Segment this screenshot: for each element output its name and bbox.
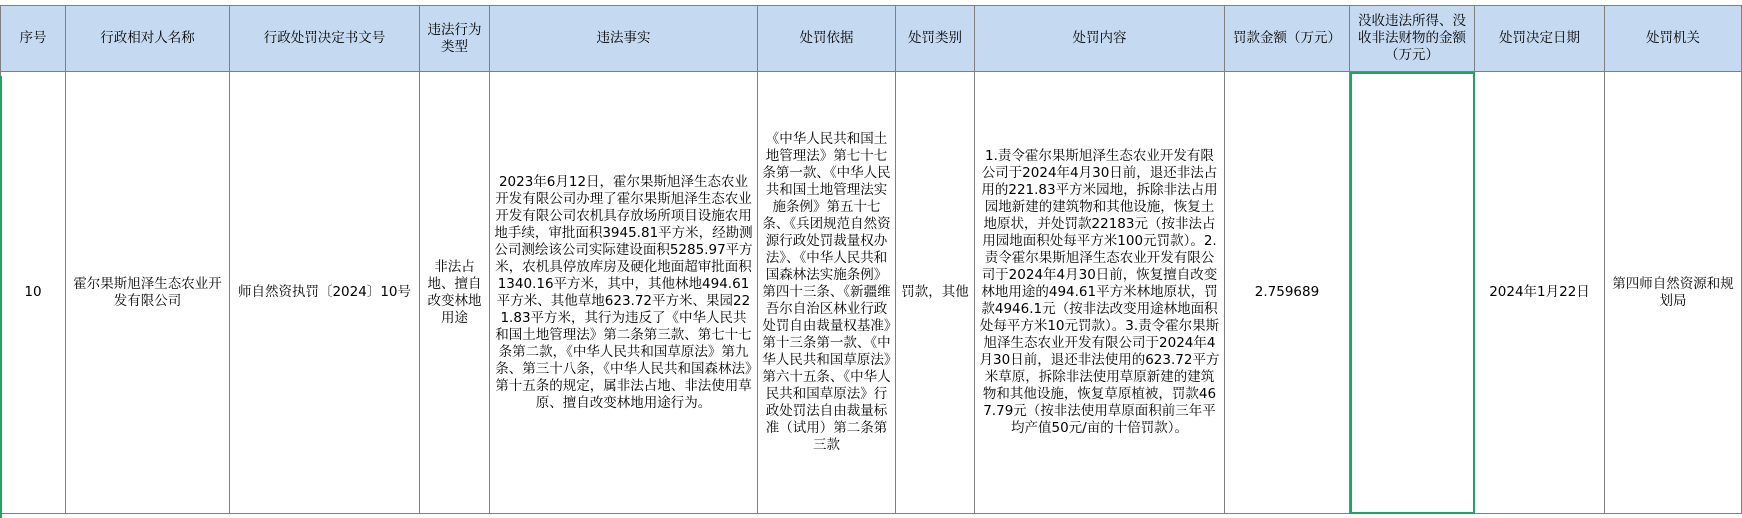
header-category[interactable]: 处罚类别 <box>896 6 975 72</box>
cell-fine[interactable]: 2.759689 <box>1225 72 1350 514</box>
cell-violation-type[interactable]: 非法占地、擅自改变林地用途 <box>420 72 490 514</box>
penalty-table <box>0 5 1742 514</box>
header-basis[interactable]: 处罚依据 <box>758 6 896 72</box>
header-content[interactable]: 处罚内容 <box>975 6 1225 72</box>
header-violation-type[interactable]: 违法行为类型 <box>420 6 490 72</box>
header-fine[interactable]: 罚款金额（万元） <box>1225 6 1350 72</box>
cell-index[interactable]: 10 <box>1 72 66 514</box>
header-facts[interactable]: 违法事实 <box>490 6 758 72</box>
header-row <box>1 6 1742 72</box>
cell-category[interactable]: 罚款，其他 <box>896 72 975 514</box>
header-decision-date[interactable]: 处罚决定日期 <box>1475 6 1605 72</box>
cell-facts[interactable]: 2023年6月12日，霍尔果斯旭泽生态农业开发有限公司办理了霍尔果斯旭泽生态农业开发有限公司农机具存放场所项目设施农用地手续，审批面积3945.81平方米，经勘测公司测绘该公司实际建设面积5285.97平方米，农机具停放库房及硬化地面超审批面积1340.16平方米，其中，其他林地494.61平方米、其他草地623.72平方米、果园221.83平方米，其行为违反了《中华人民共和国土地管理法》第二条第三款、第七十七条第二款，《中华人民共和国草原法》第九条、第三十八条，《中华人民共和国森林法》第十五条的规定，属非法占地、非法使用草原、擅自改变林地用途行为。 <box>490 72 758 514</box>
table-row <box>1 72 1742 514</box>
header-index[interactable]: 序号 <box>1 6 66 72</box>
row-selection-indicator <box>0 76 2 518</box>
header-confiscated[interactable]: 没收违法所得、没收非法财物的金额（万元） <box>1350 6 1475 72</box>
cell-confiscated[interactable] <box>1350 72 1475 514</box>
header-decision-number[interactable]: 行政处罚决定书文号 <box>230 6 420 72</box>
cell-basis[interactable]: 《中华人民共和国土地管理法》第七十七条第一款、《中华人民共和国土地管理法实施条例》第五十七条、《兵团规范自然资源行政处罚裁量权办法》、《中华人民共和国森林法实施条例》第四十三条、《新疆维吾尔自治区林业行政处罚自由裁量权基准》第十三条第一款、《中华人民共和国草原法》第六十五条、《中华人民共和国草原法》行政处罚法自由裁量标准（试用）第二条第三款 <box>758 72 896 514</box>
cell-decision-date[interactable]: 2024年1月22日 <box>1475 72 1605 514</box>
cell-party-name[interactable]: 霍尔果斯旭泽生态农业开发有限公司 <box>66 72 230 514</box>
header-authority[interactable]: 处罚机关 <box>1605 6 1742 72</box>
cell-content[interactable]: 1.责令霍尔果斯旭泽生态农业开发有限公司于2024年4月30日前，退还非法占用的221.83平方米园地，拆除非法占用园地新建的建筑物和其他设施，恢复土地原状，并处罚款22183元（按非法占用园地面积处每平方米100元罚款）。2.责令霍尔果斯旭泽生态农业开发有限公司于2024年4月30日前，恢复擅自改变林地用途的494.61平方米林地原状，罚款4946.1元（按非法改变用途林地面积处每平方米10元罚款）。3.责令霍尔果斯旭泽生态农业开发有限公司于2024年4月30日前，退还非法使用的623.72平方米草原，拆除非法使用草原新建的建筑物和其他设施，恢复草原植被，罚款467.79元（按非法使用草原面积前三年平均产值50元/亩的十倍罚款）。 <box>975 72 1225 514</box>
cell-authority[interactable]: 第四师自然资源和规划局 <box>1605 72 1742 514</box>
cell-decision-number[interactable]: 师自然资执罚〔2024〕10号 <box>230 72 420 514</box>
header-party-name[interactable]: 行政相对人名称 <box>66 6 230 72</box>
